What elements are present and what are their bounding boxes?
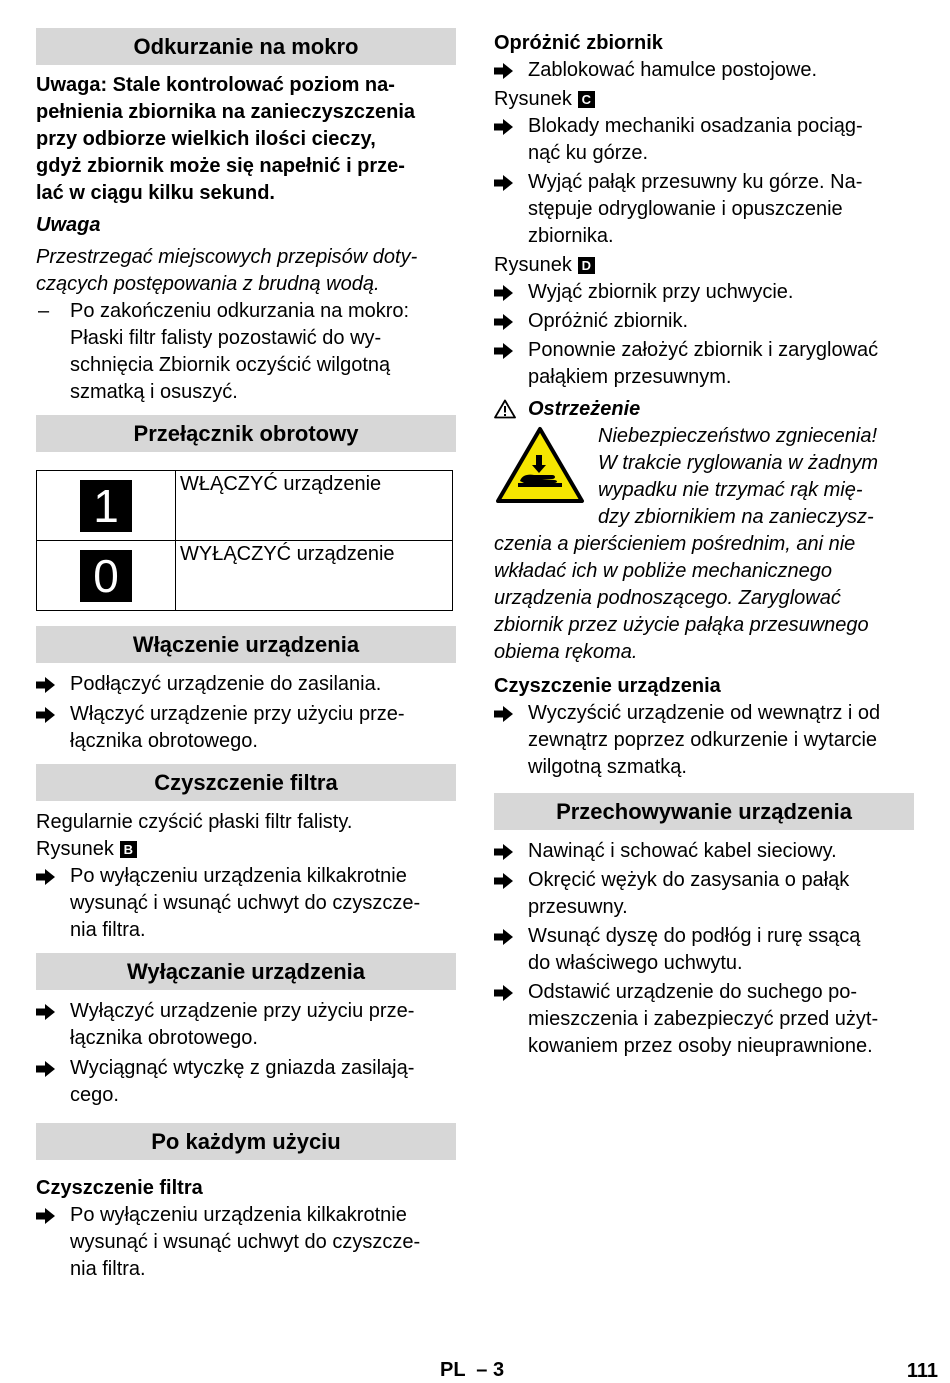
text-line: zewnątrz poprzez odkurzenie i wytarcie — [528, 729, 878, 751]
subheading-filter-cleaning: Czyszczenie filtra — [36, 1177, 203, 1199]
switch-on-symbol: 1 — [80, 480, 132, 532]
table-row — [37, 471, 453, 541]
text-line: przy odbiorze wielkich ilości cieczy, — [36, 128, 376, 150]
section-heading-after-use: Po każdym użyciu — [36, 1123, 456, 1160]
figure-label: Rysunek — [36, 838, 114, 860]
text-line: Uwaga: Stale kontrolować poziom na- — [36, 74, 395, 96]
switch-label-cell: WŁĄCZYĆ urządzenie — [176, 471, 453, 541]
text-line: przesuwny. — [528, 896, 628, 918]
arrow-right-icon — [494, 169, 518, 196]
text-line: Zablokować hamulce postojowe. — [528, 59, 818, 81]
page-number: 111 — [906, 1360, 938, 1382]
arrow-list-item — [36, 1202, 456, 1283]
arrow-list-item — [494, 923, 914, 977]
figure-letter-badge: B — [120, 841, 137, 858]
text-line: Wyjąć zbiornik przy uchwycie. — [528, 281, 794, 303]
arrow-right-icon — [494, 337, 518, 364]
text-line: czących postępowania z brudną wodą. — [36, 273, 380, 295]
switch-label-cell: WYŁĄCZYĆ urządzenie — [176, 541, 453, 611]
arrow-list-item — [494, 838, 914, 865]
table-row — [37, 541, 453, 611]
arrow-list-item — [494, 113, 914, 167]
text-line: lać w ciągu kilku sekund. — [36, 182, 275, 204]
text-line: cego. — [70, 1084, 119, 1106]
text-line: Włączyć urządzenie przy użyciu prze- — [70, 703, 405, 725]
warning-block — [494, 396, 914, 666]
subheading-empty-tank: Opróżnić zbiornik — [494, 32, 663, 54]
arrow-right-icon — [36, 998, 60, 1025]
text-line: czenia a pierścieniem pośrednim, ani nie — [494, 533, 856, 555]
figure-letter-badge: C — [578, 91, 595, 108]
arrow-right-icon — [494, 279, 518, 306]
text-line: mieszczenia i zabezpieczyć przed użyt- — [528, 1008, 879, 1030]
note-title: Uwaga — [36, 214, 101, 236]
arrow-right-icon — [494, 923, 518, 950]
switch-table — [36, 470, 453, 611]
arrow-list-item — [494, 700, 914, 781]
figure-reference — [494, 252, 914, 279]
arrow-list-item — [36, 998, 456, 1052]
text-line: Okręcić wężyk do zasysania o pałąk — [528, 869, 850, 891]
arrow-right-icon — [494, 867, 518, 894]
arrow-right-icon — [36, 863, 60, 890]
warning-title-row — [494, 396, 914, 423]
text-line: nąć ku górze. — [528, 142, 649, 164]
text-line: Po wyłączeniu urządzenia kilkakrotnie — [70, 865, 407, 887]
dash-bullet: – — [38, 300, 50, 322]
switch-symbol-cell — [37, 471, 176, 541]
text-line: W trakcie ryglowania w żadnym — [598, 452, 879, 474]
left-column — [36, 28, 456, 1283]
arrow-list-item — [36, 671, 456, 698]
section-heading-storage: Przechowywanie urządzenia — [494, 793, 914, 830]
warning-text — [494, 423, 914, 666]
text-line: Niebezpieczeństwo zgniecenia! — [598, 425, 878, 447]
arrow-list-item — [36, 701, 456, 755]
switch-symbol-cell — [37, 541, 176, 611]
text-line: Wsunąć dyszę do podłóg i rurę ssącą — [528, 925, 861, 947]
arrow-list-item — [494, 57, 914, 84]
text-line: Opróżnić zbiornik. — [528, 310, 689, 332]
text-line: Podłączyć urządzenie do zasilania. — [70, 673, 382, 695]
text-line: wypadku nie trzymać rąk mię- — [598, 479, 863, 501]
arrow-list-item — [494, 979, 914, 1060]
arrow-right-icon — [494, 838, 518, 865]
text-line: kowaniem przez osoby nieuprawnione. — [528, 1035, 873, 1057]
text-line: wysunąć i wsunąć uchwyt do czyszcze- — [70, 1231, 421, 1253]
section-heading-switch-on: Włączenie urządzenia — [36, 626, 456, 663]
figure-label: Rysunek — [494, 88, 572, 110]
figure-reference — [36, 836, 456, 863]
arrow-list-item — [494, 279, 914, 306]
section-heading-filter-cleaning: Czyszczenie filtra — [36, 764, 456, 801]
text-line: Blokady mechaniki osadzania pociąg- — [528, 115, 863, 137]
text-line: stępuje odryglowanie i opuszczenie — [528, 198, 843, 220]
right-column — [494, 30, 914, 1060]
figure-label: Rysunek — [494, 254, 572, 276]
section-heading-wet-vacuum: Odkurzanie na mokro — [36, 28, 456, 65]
text-line: wysunąć i wsunąć uchwyt do czyszcze- — [70, 892, 421, 914]
arrow-list-item — [494, 867, 914, 921]
text-line: Wyciągnąć wtyczkę z gniazda zasilają- — [70, 1057, 415, 1079]
text-line: łącznika obrotowego. — [70, 1027, 258, 1049]
warning-title: Ostrzeżenie — [528, 398, 641, 420]
figure-letter-badge: D — [578, 257, 595, 274]
text-line: dzy zbiornikiem na zanieczysz- — [598, 506, 874, 528]
wet-vacuum-warning — [36, 72, 456, 207]
filter-cleaning-text: Regularnie czyścić płaski filtr falisty. — [36, 811, 353, 833]
arrow-right-icon — [36, 1202, 60, 1229]
text-line: Po zakończeniu odkurzania na mokro: — [70, 300, 410, 322]
text-line: Nawinąć i schować kabel sieciowy. — [528, 840, 837, 862]
text-line: szmatką i osuszyć. — [70, 381, 238, 403]
text-line: Ponownie założyć zbiornik i zaryglować — [528, 339, 879, 361]
text-line: pełnienia zbiornika na zanieczyszczenia — [36, 101, 416, 123]
text-line: wilgotną szmatką. — [528, 756, 687, 778]
arrow-list-item — [494, 308, 914, 335]
arrow-list-item — [494, 337, 914, 391]
arrow-right-icon — [36, 671, 60, 698]
text-line: nia filtra. — [70, 919, 146, 941]
section-heading-rotary-switch: Przełącznik obrotowy — [36, 415, 456, 452]
arrow-right-icon — [36, 701, 60, 728]
switch-off-symbol: 0 — [80, 550, 132, 602]
text-line: zbiornik przez użycie pałąka przesuwnego — [494, 614, 869, 636]
subheading-device-cleaning: Czyszczenie urządzenia — [494, 675, 721, 697]
text-line: Odstawić urządzenie do suchego po- — [528, 981, 858, 1003]
arrow-list-item — [494, 169, 914, 250]
footer-section-label: PL – 3 — [440, 1359, 505, 1381]
text-line: wkładać ich w pobliże mechanicznego — [494, 560, 832, 582]
text-line: Płaski filtr falisty pozostawić do wy- — [70, 327, 382, 349]
arrow-list-item — [36, 863, 456, 944]
text-line: gdyż zbiornik może się napełnić i prze- — [36, 155, 405, 177]
text-line: pałąkiem przesuwnym. — [528, 366, 732, 388]
arrow-right-icon — [36, 1055, 60, 1082]
text-line: Wyłączyć urządzenie przy użyciu prze- — [70, 1000, 415, 1022]
text-line: zbiornika. — [528, 225, 614, 247]
section-heading-switch-off: Wyłączanie urządzenia — [36, 953, 456, 990]
arrow-right-icon — [494, 700, 518, 727]
text-line: Przestrzegać miejscowych przepisów doty- — [36, 246, 418, 268]
arrow-right-icon — [494, 57, 518, 84]
arrow-list-item — [36, 1055, 456, 1109]
note-text — [36, 244, 456, 298]
figure-reference — [494, 86, 914, 113]
arrow-right-icon — [494, 113, 518, 140]
text-line: obiema rękoma. — [494, 641, 638, 663]
text-line: nia filtra. — [70, 1258, 146, 1280]
text-line: do właściwego uchwytu. — [528, 952, 743, 974]
arrow-right-icon — [494, 308, 518, 335]
text-line: Po wyłączeniu urządzenia kilkakrotnie — [70, 1204, 407, 1226]
dash-list-item — [36, 298, 456, 406]
hand-crush-warning-icon — [494, 425, 586, 507]
text-line: łącznika obrotowego. — [70, 730, 258, 752]
text-line: schnięcia Zbiornik oczyścić wilgotną — [70, 354, 391, 376]
arrow-right-icon — [494, 979, 518, 1006]
warning-triangle-icon — [494, 399, 518, 421]
text-line: urządzenia podnoszącego. Zaryglować — [494, 587, 841, 609]
text-line: Wyjąć pałąk przesuwny ku górze. Na- — [528, 171, 863, 193]
text-line: Wyczyścić urządzenie od wewnątrz i od — [528, 702, 881, 724]
